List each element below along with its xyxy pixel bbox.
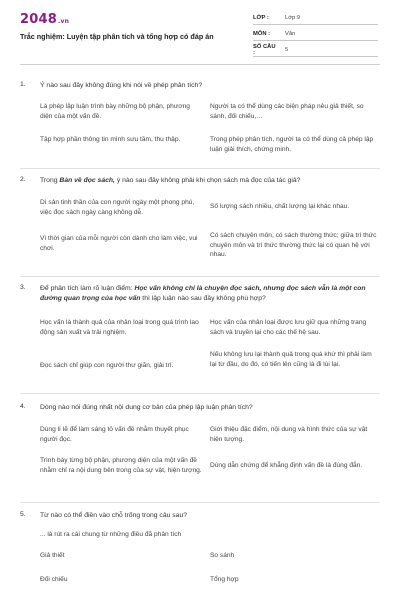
question-text: Ý nào sau đây không đúng khi nói về phép phân tích? [40,82,203,89]
question-separator [20,502,380,503]
answer-option-d[interactable]: Dùng dẫn chứng để khẳng định vấn đề là đúng đắn. [210,462,363,469]
answer-option-a[interactable]: Học vấn là thành quả của nhân loại trong quá trình lao động sản xuất và trải nghiệm. [40,319,199,336]
question-number: 2. [20,176,26,183]
answer-option-c[interactable]: Trình bày từng bộ phận, phương diện của một vấn đề nhằm chỉ ra nội dung bên trong của sự vật, hiện tượng. [40,457,202,474]
answer-option-b[interactable]: Giới thiệu đặc điểm, nội dung và hình thức của sự vật hiện tượng. [210,426,368,443]
meta-divider [253,24,378,25]
question-number: 4. [20,403,26,410]
question-text [40,284,378,303]
answer-option-c[interactable]: Đối chiếu [40,576,68,583]
fill-in-sentence: ... là rút ra cái chung từ những điều đã phân tích [40,531,182,538]
question-text-tail: thì lập luận nào sau đây không phù hợp? [140,294,266,302]
question-number: 5. [20,511,26,518]
meta-value: Văn [285,31,296,37]
answer-option-c[interactable]: Tập hợp phần thông tin mình sưu tầm, thu thập. [40,136,181,143]
question-text-lead: Trong [40,177,60,184]
question-3 [20,284,380,394]
answer-option-b[interactable]: Người ta có thể dùng các biện pháp nêu giả thiết, so sánh, đối chiếu,… [210,103,364,120]
question-text: Từ nào có thể điền vào chỗ trống trong câu sau? [40,512,188,519]
question-separator [20,393,380,394]
answer-option-a[interactable]: Dì sản tinh thần của con người ngày một phong phú, việc đọc sách ngày càng không dễ. [40,199,195,216]
question-text-tail: ý nào sau đây không phải khi chọn sách mà đọc của tác giả? [114,177,301,184]
page-header [0,0,400,66]
answer-option-a[interactable]: Giả thiết [40,552,65,559]
question-separator [20,276,380,277]
question-text-emphasis: Học vấn không chỉ là chuyện đọc sách, nhưng đọc sách vẫn là một con đường quan trọng của học vấn [40,285,366,302]
answer-option-a[interactable]: Dùng lí lẽ để làm sáng tỏ vấn đề nhằm thuyết phục người đọc. [40,426,189,443]
meta-label: SỐ CÂU : [253,44,276,56]
meta-label: LỚP : [253,15,269,21]
question-separator [20,168,380,169]
logo-suffix: .vn [57,18,70,25]
meta-divider [253,40,378,41]
answer-option-c[interactable]: Đọc sách chỉ giúp con người thư giãn, giải trí. [40,362,174,369]
meta-value: Lớp 9 [285,15,301,21]
answer-option-b[interactable]: So sánh [210,552,235,559]
question-5 [20,511,380,599]
meta-divider [253,56,378,57]
header-divider [20,64,380,65]
logo-main: 2048 [20,12,57,27]
answer-option-d[interactable]: Tổng hợp [210,576,239,583]
meta-question-count [253,44,373,56]
question-1 [20,81,380,181]
site-logo[interactable] [20,12,69,27]
answer-option-b[interactable]: Số lượng sách nhiều, chất lượng lại khác nhau. [210,203,350,210]
answer-option-b[interactable]: Học vấn của nhân loại được lưu giữ qua những trang sách và truyền lại cho các thế hệ sau. [210,319,367,336]
meta-subject [253,28,373,40]
question-text: Dòng nào nói đúng nhất nội dung cơ bản của phép lập luận phân tích? [40,404,253,411]
answer-option-c[interactable]: Vì thời gian của mỗi người còn dành cho làm việc, vui chơi. [40,235,198,252]
question-2 [20,176,380,286]
meta-label: MÔN : [253,31,271,37]
question-text-lead: Để phân tích làm rõ luận điểm: [40,285,135,292]
question-text-emphasis: Bàn về đọc sách, [59,177,115,184]
answer-option-d[interactable]: Nếu không lưu lại thành quả trong quá khứ thì phải làm lại từ đầu, do đó, có tiến lên cũng là đi lùi lại. [210,351,372,368]
answer-option-d[interactable]: Trong phép phân tích, người ta có thể dùng cả phép lập luận giải thích, chứng minh. [210,136,374,153]
question-text [40,176,378,186]
answer-option-d[interactable]: Có sách chuyên môn, có sách thường thức; giữa trí thức chuyên môn và trí thức thường thức lại có quan hệ với nhau. [210,232,377,259]
question-number: 1. [20,81,26,88]
quiz-title: Trắc nghiệm: Luyện tập phân tích và tổng hợp có đáp án [20,32,214,41]
answer-option-a[interactable]: Là phép lập luận trình bày những bộ phận, phương diện của một vấn đề. [40,103,190,120]
question-number: 3. [20,284,26,291]
meta-value: 5 [285,47,289,53]
meta-grade [253,12,373,24]
question-4 [20,403,380,503]
